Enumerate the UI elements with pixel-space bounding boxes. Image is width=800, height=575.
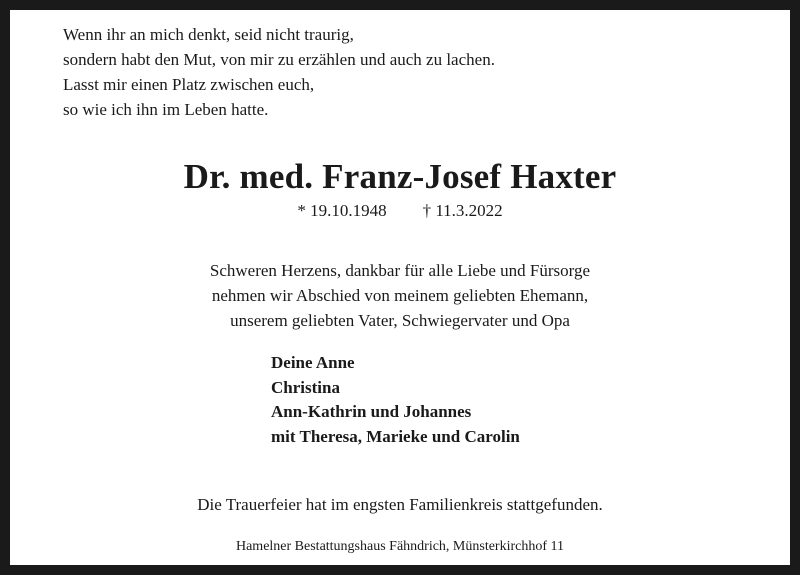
message-line: Schweren Herzens, dankbar für alle Liebe und Fürsorge xyxy=(209,261,591,280)
mourner-entry: Christina xyxy=(271,377,340,397)
mourners-list xyxy=(271,351,520,449)
birth-date: * 19.10.1948 xyxy=(297,201,387,220)
mourner-entry: mit Theresa, Marieke und Carolin xyxy=(271,426,520,446)
poem-line: Wenn ihr an mich denkt, seid nicht traurig, xyxy=(63,25,354,44)
poem-line: Lasst mir einen Platz zwischen euch, xyxy=(63,75,315,94)
poem-line: so wie ich ihn im Leben hatte. xyxy=(63,100,269,119)
poem-line: sondern habt den Mut, von mir zu erzählen und auch zu lachen. xyxy=(63,50,495,69)
death-date: † 11.3.2022 xyxy=(422,201,503,220)
funeral-home-footer: Hamelner Bestattungshaus Fähndrich, Münsterkirchhof 11 xyxy=(235,539,565,554)
deceased-name: Dr. med. Franz-Josef Haxter xyxy=(183,157,617,196)
mourner-entry: Ann-Kathrin und Johannes xyxy=(271,402,472,421)
farewell-message xyxy=(0,258,800,333)
memorial-poem xyxy=(63,22,495,122)
message-line: unserem geliebten Vater, Schwiegervater und Opa xyxy=(230,311,570,330)
life-dates xyxy=(0,199,800,223)
message-line: nehmen wir Abschied von meinem geliebten Ehemann, xyxy=(211,286,589,305)
ceremony-notice: Die Trauerfeier hat im engsten Familienkreis stattgefunden. xyxy=(197,495,603,514)
mourner-entry: Deine Anne xyxy=(271,353,355,372)
